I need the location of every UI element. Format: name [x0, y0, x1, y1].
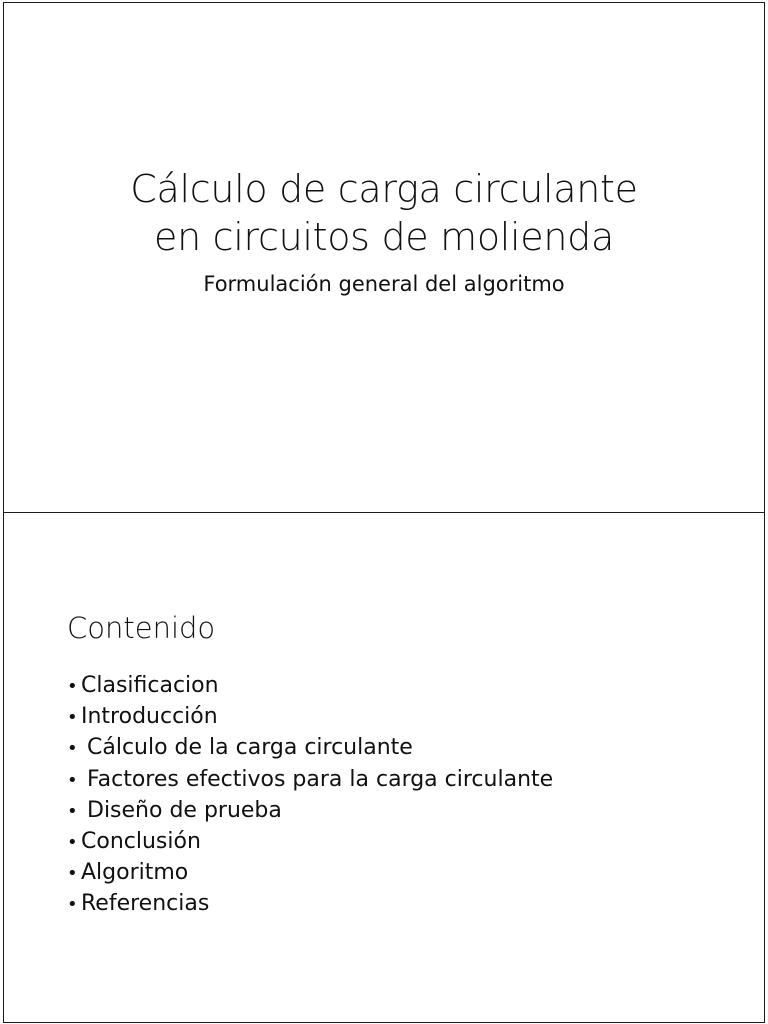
list-item-text: Clasificacion [81, 673, 219, 698]
list-item [67, 796, 553, 827]
bullet-icon: • [67, 832, 78, 854]
contents-slide [3, 512, 765, 1023]
list-item-text: Referencias [81, 891, 210, 917]
slide-subtitle: Formulación general del algoritmo [203, 272, 565, 296]
list-item-text: Algoritmo [81, 860, 189, 886]
contents-list [67, 671, 553, 921]
list-item [67, 858, 553, 889]
list-item [67, 765, 553, 796]
contents-heading: Contenido [67, 611, 216, 645]
slide-title-line-2: en circuitos de molienda [154, 215, 614, 259]
slide-title [4, 165, 764, 261]
slide-title-line-1: Cálculo de carga circulante [130, 167, 638, 211]
list-item [67, 889, 553, 920]
bullet-icon: • [67, 894, 78, 916]
bullet-icon: • [67, 738, 78, 760]
list-item-text: Diseño de prueba [87, 797, 282, 823]
list-item [67, 827, 553, 858]
list-item-text: Factores efectivos para la carga circulante [87, 766, 554, 792]
list-item [67, 733, 553, 764]
list-item-text: Introducción [81, 704, 218, 730]
bullet-icon: • [67, 863, 78, 885]
bullet-icon: • [67, 707, 78, 729]
list-item-text: Cálculo de la carga circulante [87, 735, 413, 761]
title-slide [3, 2, 765, 513]
bullet-icon: • [67, 676, 78, 697]
bullet-icon: • [67, 769, 78, 791]
bullet-icon: • [67, 800, 78, 822]
list-item [67, 671, 553, 702]
list-item-text: Conclusión [81, 829, 201, 855]
list-item [67, 702, 553, 733]
